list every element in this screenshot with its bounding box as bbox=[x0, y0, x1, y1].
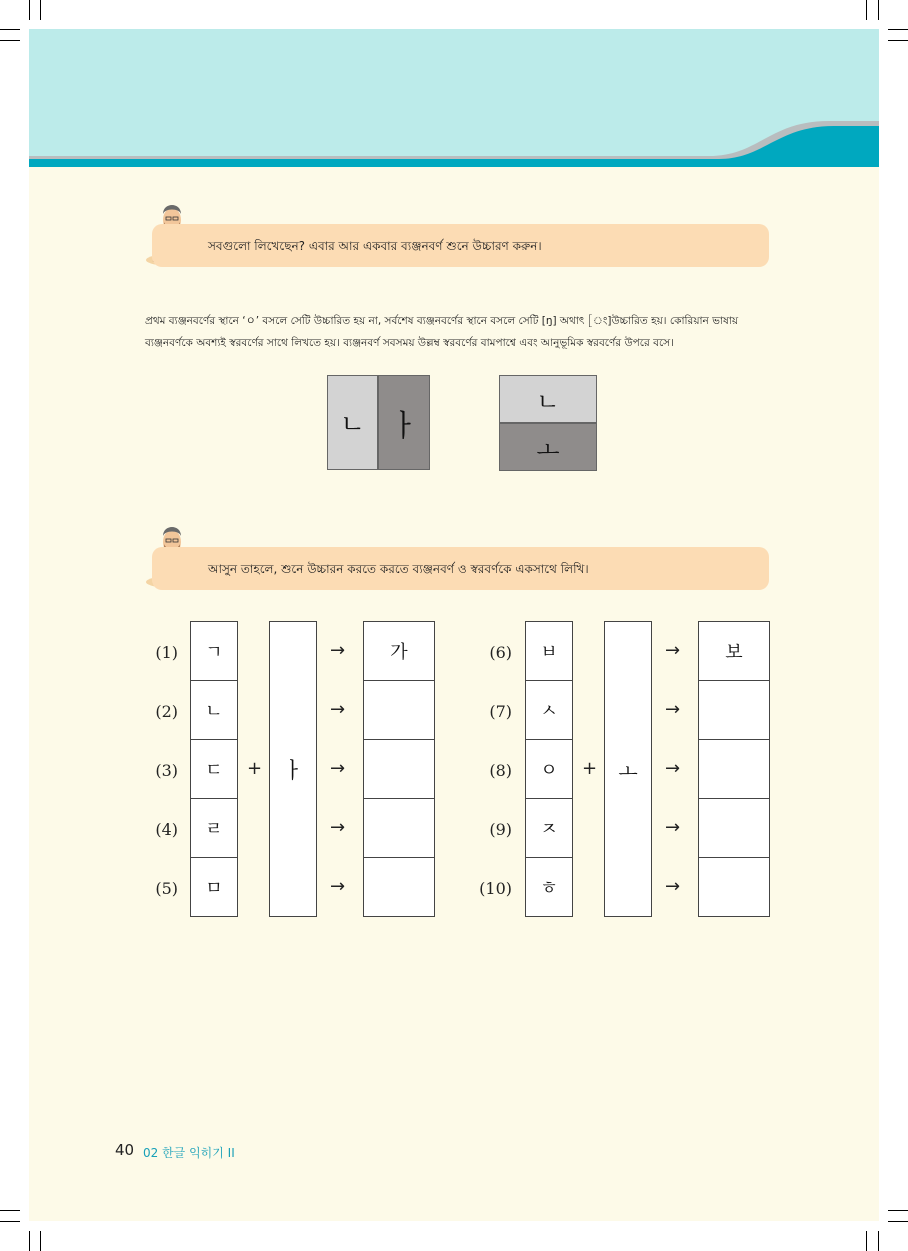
arrow: → bbox=[330, 758, 346, 779]
answer-cell[interactable]: 가 bbox=[363, 621, 435, 681]
consonant-cell: ㅂ bbox=[525, 621, 573, 681]
exercise-number: (8) bbox=[489, 761, 512, 780]
answer-cell[interactable] bbox=[363, 798, 435, 858]
consonant-cell: ㄹ bbox=[190, 798, 238, 858]
arrow: → bbox=[665, 758, 681, 779]
arrow: → bbox=[665, 876, 681, 897]
grammar-paragraph bbox=[145, 310, 775, 354]
consonant-cell: ㄴ bbox=[190, 680, 238, 740]
arrow: → bbox=[330, 876, 346, 897]
chapter-title: 02 한글 익히기 II bbox=[143, 1146, 235, 1160]
arrow: → bbox=[330, 699, 346, 720]
arrow: → bbox=[665, 699, 681, 720]
answer-cell[interactable] bbox=[363, 739, 435, 799]
answer-cell[interactable] bbox=[698, 798, 770, 858]
exercise-number: (9) bbox=[489, 820, 512, 839]
arrow: → bbox=[665, 640, 681, 661]
answer-cell[interactable] bbox=[363, 680, 435, 740]
vowel-block: ㅏ bbox=[378, 375, 430, 470]
consonant-cell: ㄱ bbox=[190, 621, 238, 681]
exercise-number: (1) bbox=[155, 643, 178, 662]
exercise-number: (4) bbox=[155, 820, 178, 839]
paragraph-line: প্রথম ব্যঞ্জনবর্ণের স্থানে ‘ㅇ’ বসলে সেটি উচ্চারিত হয় না, সর্বশেষ ব্যঞ্জনবর্ণের স্থানে বসলে সেটি [ŋ] অথাৎ [ং]উচ্চারিত হয়। কোরিয়ান ভাষায় bbox=[145, 315, 739, 327]
consonant-cell: ㅈ bbox=[525, 798, 573, 858]
tip-text: আসুন তাহলে, শুনে উচ্চারন করতে করতে ব্যঞ্জনবর্ণ ও স্বরবর্ণকে একসাথে লিখি। bbox=[208, 562, 589, 576]
arrow: → bbox=[330, 817, 346, 838]
consonant-cell: ㅁ bbox=[190, 857, 238, 917]
plus-sign: + bbox=[247, 758, 263, 779]
answer-cell[interactable] bbox=[698, 739, 770, 799]
answer-cell[interactable] bbox=[363, 857, 435, 917]
consonant-cell: ㅅ bbox=[525, 680, 573, 740]
arrow: → bbox=[330, 640, 346, 661]
consonant-cell: ㅇ bbox=[525, 739, 573, 799]
arrow: → bbox=[665, 817, 681, 838]
exercise-number: (7) bbox=[489, 702, 512, 721]
header-band bbox=[29, 29, 879, 167]
consonant-block: ㄴ bbox=[327, 375, 378, 470]
answer-cell[interactable] bbox=[698, 857, 770, 917]
header-wave-graphic bbox=[29, 29, 879, 167]
exercise-number: (5) bbox=[155, 879, 178, 898]
exercise-number: (3) bbox=[155, 761, 178, 780]
consonant-cell: ㅎ bbox=[525, 857, 573, 917]
plus-sign: + bbox=[582, 758, 598, 779]
page-number: 40 bbox=[115, 1141, 135, 1159]
vowel-cell: ㅗ bbox=[604, 621, 652, 917]
vowel-block: ㅗ bbox=[499, 423, 597, 471]
consonant-cell: ㄷ bbox=[190, 739, 238, 799]
answer-cell[interactable] bbox=[698, 680, 770, 740]
paragraph-line: ব্যঞ্জনবর্ণকে অবশ্যই স্বরবর্ণের সাথে লিখতে হয়। ব্যঞ্জনবর্ণ সবসময় উল্লম্ব স্বরবর্ণের বামপাশ্বে এবং আনুভূমিক স্বরবর্ণের উপরে বসে। bbox=[145, 337, 674, 349]
exercise-number: (2) bbox=[155, 702, 178, 721]
exercise-number: (6) bbox=[489, 643, 512, 662]
vowel-cell: ㅏ bbox=[269, 621, 317, 917]
consonant-block: ㄴ bbox=[499, 375, 597, 423]
tip-text: সবগুলো লিখেছেন? এবার আর একবার ব্যঞ্জনবর্ণ শুনে উচ্চারণ করুন। bbox=[208, 239, 542, 253]
answer-cell[interactable]: 보 bbox=[698, 621, 770, 681]
exercise-number: (10) bbox=[479, 879, 512, 898]
